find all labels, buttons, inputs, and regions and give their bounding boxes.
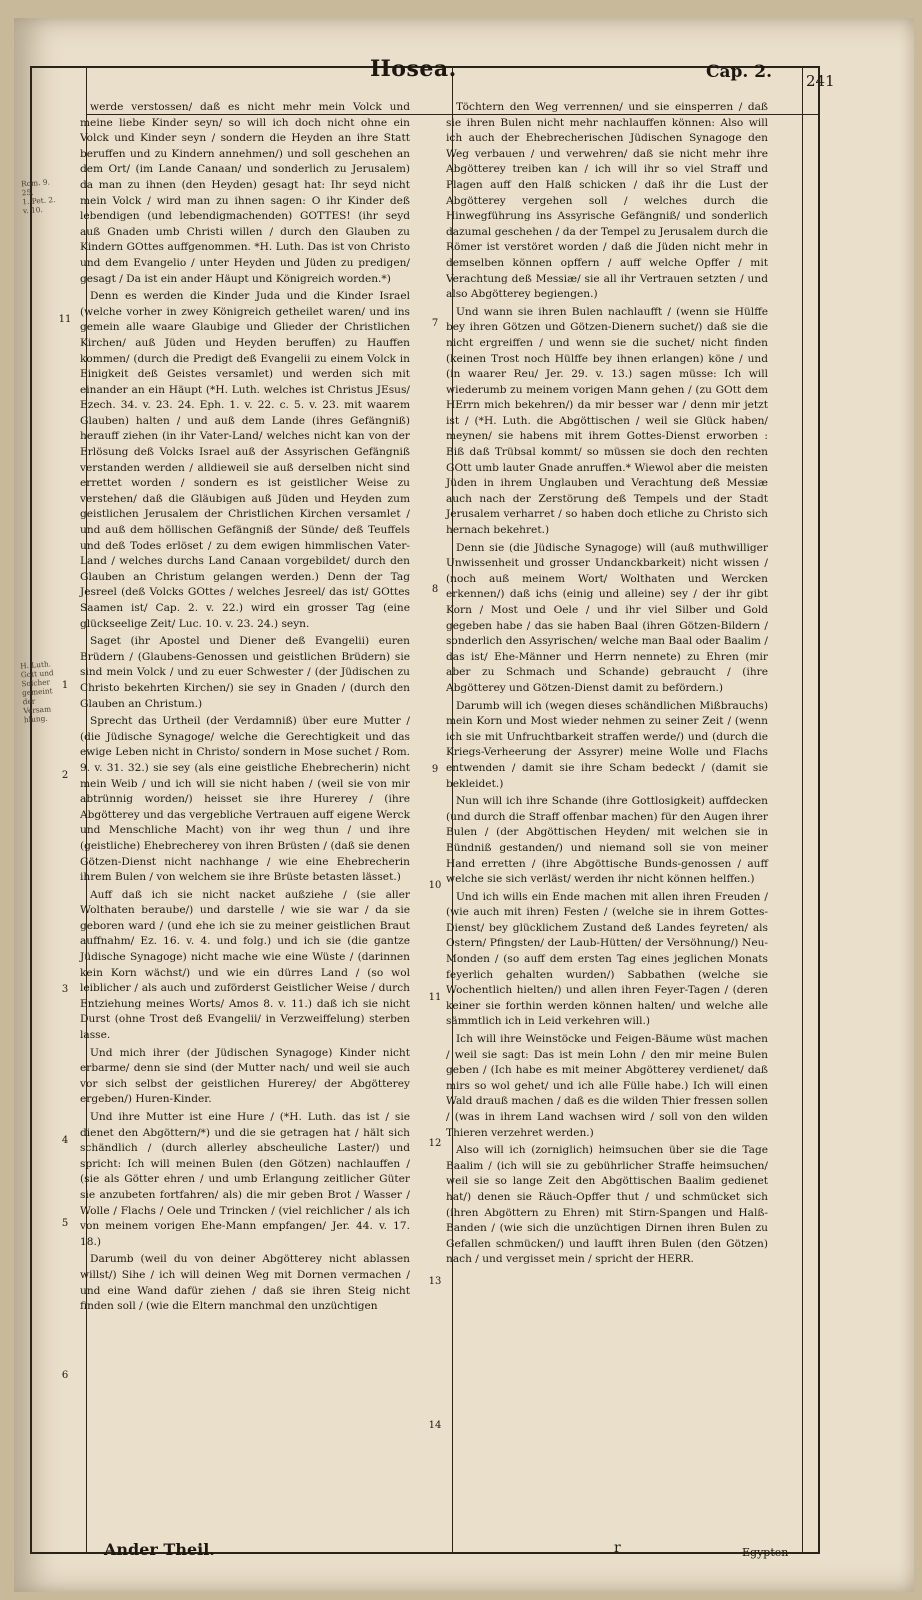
paragraph: Darumb will ich (wegen dieses schändlichen Mißbrauchs) mein Korn und Most wieder nehmen zu seiner Zeit / (wenn ich sie mit Unfruchtbarkeit straffen werde/) und (durch die Kriegs-Verheerung der Assyrer) meine Wolle und Flachs entwenden / damit sie ihre Scham bedeckt / (damit sie bekleidet.) [446, 699, 768, 790]
verse-number: 10 [428, 880, 442, 891]
verse-number: 8 [431, 584, 439, 595]
chapter-label: Cap. 2. [706, 62, 773, 82]
paragraph: Saget (ihr Apostel und Diener deß Evangelii) euren Brüdern / (Glaubens-Genossen und geistlichen Brüdern) sie sind mein Volck / und zu euer Schwester / (der Jüdischen zu Christo bekehrten Kirchen/) sie sey in Gnaden / (durch den Glauben an Christum.) [80, 635, 410, 710]
right-rule [802, 68, 803, 1552]
paragraph: Und wann sie ihren Bulen nachlaufft / (wenn sie Hülffe bey ihren Götzen und Götzen-Dienern suchet/) daß sie die nicht ergreiffen / und wenn sie die suchet/ nicht finden (keinen Trost noch Hülffe bey ihnen erlangen) köne / und (in waarer Reu/ Jer. 29. v. 13.) sagen müsse: Ich will wiederumb zu meinem vorigen Mann gehen / (zu GOtt dem HErrn mich bekehren/) da mir besser war / denn mir jetzt ist / (*H. Luth. die Abgöttischen / weil sie Glück haben/ meynen/ sie habens mit ihrem Gottes-Dienst erworben : Biß daß Trübsal kommt/ so müssen sie doch den rechten GOtt umb lauter Gnade anruffen.* Wiewol aber die meisten Jüden in ihrem Unglauben und Verachtung deß Messiæ auch nach der Zerstörung deß Tempels und der Stadt Jerusalem verharret / so haben doch etliche zu Christo sich hernach bekehret.) [446, 305, 768, 537]
paragraph: Ich will ihre Weinstöcke und Feigen-Bäume wüst machen / weil sie sagt: Das ist mein Lohn / den mir meine Bulen geben / (Ich habe es mit meiner Abgötterey verdienet/ daß mirs so wol gehet/ und ich alle Fülle habe.) Ich will einen Wald drauß machen / daß es die wilden Thier fressen sollen / (was in ihrem Land wachsen wird / soll von den wilden Thieren verzehret werden.) [446, 1033, 768, 1139]
ander-theil-label: Ander Theil. [104, 1540, 215, 1559]
paragraph: Und ich wills ein Ende machen mit allen ihren Freuden / (wie auch mit ihren) Festen / (welche sie in ihrem Gottes-Dienst/ bey glücklichem Zustand deß Landes feyreten/ als Ostern/ Pfingsten/ der Laub-Hütten/ der Versöhnung/) Neu-Monden / (so auff dem ersten Tag eines jeglichen Monats feyerlich gehalten wurden/) Sabbathen (welche sie Wochentlich hielten/) und allen ihren Feyer-Tagen / (deren keiner sie forthin werden können halten/ und welche alle sämmtlich ich in Leid verkehren will.) [446, 890, 768, 1028]
paragraph: Nun will ich ihre Schande (ihre Gottlosigkeit) auffdecken (und durch die Straff offenbar machen) für den Augen ihrer Bulen / (der Abgöttischen Heyden/ mit welchen sie in Bündniß gestanden/) und niemand soll sie von meiner Hand erretten / (ihre Abgöttische Bunds-genossen / auff welche sie sich verläst/ werden ihr nicht können helffen.) [446, 795, 768, 886]
verse-number: 13 [428, 1276, 442, 1287]
verse-number: 4 [61, 1135, 69, 1146]
margin-note: Rom. 9. 25. 1. Pet. 2. v. 10. [20, 177, 56, 216]
left-column [80, 100, 410, 1317]
verse-number: 6 [61, 1370, 69, 1381]
paragraph: Also will ich (zorniglich) heimsuchen über sie die Tage Baalim / (ich will sie zu gebührlicher Straffe heimsuchen/ weil sie so lange Zeit den Abgöttischen Baalim gedienet hat/) denen sie Räuch-Opffer thut / und schmücket sich (ihren Abgöttern zu Ehren) mit Stirn-Spangen und Halß-Banden / (wie sich die unzüchtigen Dirnen ihren Bulen zu Gefallen schmücken/) und laufft ihren Bulen (den Götzen) nach / und vergisset mein / spricht der HERR. [446, 1144, 768, 1266]
catchword: Egypten [742, 1546, 789, 1559]
paragraph: Sprecht das Urtheil (der Verdamniß) über eure Mutter / (die Jüdische Synagoge/ welche die Gerechtigkeit und das ewige Leben nicht in Christo/ sondern in Mose suchet / Rom. 9. v. 31. 32.) sie sey (als eine geistliche Ehebrecherin) nicht mein Weib / und ich will sie nicht haben / (weil sie von mir abtrünnig worden/) heisset sie ihre Hurerey / (ihre Abgötterey und das vergebliche Vertrauen auff eigene Werck und Menschliche Macht) von ihr weg thun / und ihre (geistliche) Ehebrecherey von ihren Brüsten / (daß sie denen Götzen-Dienst nicht nachhange / wie eine Ehebrecherin ihrem Bulen / von welchem sie ihre Brüste betasten lässet.) [80, 715, 410, 884]
signature-mark: r [614, 1540, 621, 1556]
running-title: Hosea. [370, 56, 457, 82]
margin-note: H. Luth. Gott und Solcher gemeint der Versam hlung. [19, 659, 54, 725]
verse-number: 11 [428, 992, 442, 1003]
verse-number: 12 [428, 1138, 442, 1149]
verse-number: 9 [431, 764, 439, 775]
verse-number: 11 [58, 314, 72, 325]
page-number: 241 [806, 72, 835, 90]
paragraph: Darumb (weil du von deiner Abgötterey nicht ablassen willst/) Sihe / ich will deinen Weg mit Dornen vermachen / und eine Wand dafür ziehen / daß sie ihren Steig nicht finden soll / (wie die Eltern manchmal den unzüchtigen [80, 1253, 410, 1313]
paragraph: Und mich ihrer (der Jüdischen Synagoge) Kinder nicht erbarme/ denn sie sind (der Mutter nach/ und weil sie auch vor sich selbst der geistlichen Hurerey/ der Abgötterey ergeben/) Huren-Kinder. [80, 1046, 410, 1106]
verse-number: 2 [61, 770, 69, 781]
paragraph: Auff daß ich sie nicht nacket außziehe / (sie aller Wolthaten beraube/) und darstelle / wie sie war / da sie geboren ward / (und ehe ich sie zu meiner geistlichen Braut auffnahm/ Ez. 16. v. 4. und folg.) und ich sie (die gantze Jüdische Synagoge) nicht mache wie eine Wüste / (darinnen kein Korn wächst/) und wie ein dürres Land / (so wol leiblicher / als auch und zuförderst Geistlicher Weise / durch Entziehung meines Worts/ Amos 8. v. 11.) daß ich sie nicht Durst (ohne Trost deß Evangelii/ in Verzweiffelung) sterben lasse. [80, 888, 410, 1042]
verse-number: 3 [61, 984, 69, 995]
paragraph: Töchtern den Weg verrennen/ und sie einsperren / daß sie ihren Bulen nicht mehr nachlauffen können: Also will ich auch der Ehebrecherischen Jüdischen Synagoge den Weg verbauen / und verwehren/ daß sie nicht mehr ihre Abgötterey treiben kan / ich will ihr so viel Straff und Plagen auff den Halß schicken / daß ihr die Lust der Abgötterey vergehen soll / welches durch die Hinwegführung ins Assyrische Gefängniß/ und sonderlich dazumal geschehen / da der Tempel zu Jerusalem durch die Römer ist verstöret worden / daß die Jüden nicht mehr in demselben können opffern / auff welche Opffer / mit Verachtung deß Messiæ/ sie all ihr Vertrauen setzten / und also Abgötterey begiengen.) [446, 101, 768, 301]
verse-number: 14 [428, 1420, 442, 1431]
verse-number: 7 [431, 318, 439, 329]
paragraph: Und ihre Mutter ist eine Hure / (*H. Luth. das ist / sie dienet den Abgöttern/*) und die sie getragen hat / hält sich schändlich / (durch allerley abscheuliche Laster/) und spricht: Ich will meinen Bulen (den Götzen) nachlauffen / (sie als Götter ehren / und umb Erlangung zeitlicher Güter sie anzubeten fortfahren/ als) die mir geben Brot / Wasser / Wolle / Flachs / Oele und Trincken / (viel reichlicher / als ich von meinem vorigen Ehe-Mann empfangen/ Jer. 44. v. 17. 18.) [80, 1111, 410, 1248]
verse-number: 5 [61, 1218, 69, 1229]
paragraph: Denn es werden die Kinder Juda und die Kinder Israel (welche vorher in zwey Königreich getheilet waren/ und ins gemein alle waare Glaubige und Glieder der Christlichen Kirchen/ auß Jüden und Heyden beruffen) zu Hauffen kommen/ (durch die Predigt deß Evangelii zu einem Volck in Einigkeit deß Geistes versamlet) und werden sich mit einander an ein Häupt (*H. Luth. welches ist Christus JEsus/ Ezech. 34. v. 23. 24. Eph. 1. v. 22. c. 5. v. 23. mit waarem Glauben) halten / und auß dem Lande (ihres Gefängniß) herauff ziehen (in ihr Vater-Land/ welches nicht kan von der Erlösung deß Volcks Israel auß der Assyrischen Gefängniß verstanden werden / alldieweil sie auß derselben nicht sind errettet worden / sondern es ist geistlicher Weise zu verstehen/ daß die Gläubigen auß Jüden und Heyden zum geistlichen Jerusalem der Christlichen Kirchen versamlet / und auß dem höllischen Gefängniß der Sünde/ deß Teuffels und deß Todes erlöset / zu dem ewigen himmlischen Vater-Land / welches durchs Land Canaan vorgebildet/ durch den Glauben an Christum gelangen werden.) Denn der Tag Jesreel (deß Volcks GOttes / welches Jesreel/ das ist/ GOttes Saamen ist/ Cap. 2. v. 22.) wird ein grosser Tag (eine glückseelige Zeit/ Luc. 10. v. 23. 24.) seyn. [80, 290, 410, 630]
right-column [446, 100, 768, 1270]
verse-number: 1 [61, 680, 69, 691]
paragraph: Denn sie (die Jüdische Synagoge) will (auß muthwilliger Unwissenheit und grosser Undanckbarkeit) nicht wissen / (noch auß meinem Wort/ Wolthaten und Wercken erkennen/) daß ichs (einig und alleine) sey / der ihr gibt Korn / Most und Oele / und ihr viel Silber und Gold gegeben habe / das sie haben Baal (ihren Götzen-Bildern / sonderlich den Assyrischen/ welche man Baal oder Baalim / das ist/ Ehe-Männer und Herrn nennete) zu Ehren (mir aber zu Schmach und Schande) gebraucht / (ihre Abgötterey und Götzen-Dienst damit zu befördern.) [446, 541, 768, 694]
paragraph: werde verstossen/ daß es nicht mehr mein Volck und meine liebe Kinder seyn/ so will ich doch nicht ohne ein Volck und Kinder seyn / sondern die Heyden an ihre Statt beruffen und zu Kindern annehmen/) und soll geschehen an dem Ort/ (im Lande Canaan/ und sonderlich zu Jerusalem) da man zu ihnen (den Heyden) gesagt hat: Ihr seyd nicht mein Volck / wird man zu ihnen sagen: O ihr Kinder deß lebendigen (und lebendigmachenden) GOTTES! (ihr seyd auß Gnaden umb Christi willen / durch den Glauben zu Kindern GOttes auffgenommen. *H. Luth. Das ist von Christo und dem Evangelio / unter Heyden und Jüden zu predigen/ gesagt / Da ist ein ander Häupt und Königreich worden.*) [80, 101, 410, 285]
